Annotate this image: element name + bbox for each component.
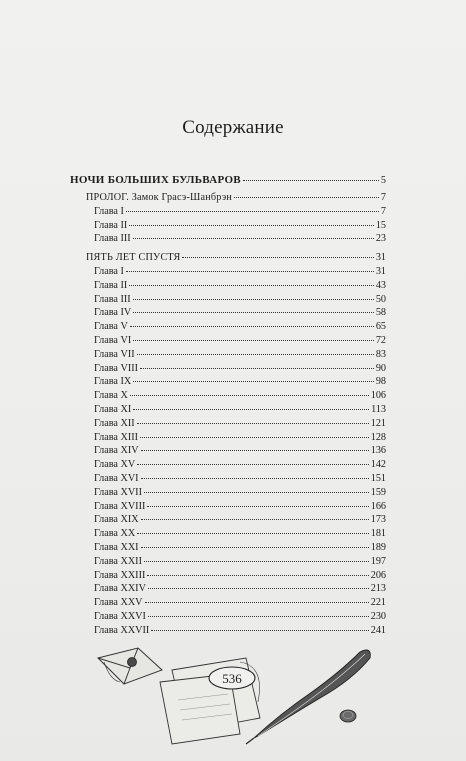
- toc-dot-leader: [133, 381, 374, 382]
- toc-dot-leader: [137, 533, 369, 534]
- toc-entry: [94, 220, 386, 232]
- toc-entry: [94, 570, 386, 582]
- toc-entry-page: 206: [370, 569, 386, 581]
- toc-dot-leader: [147, 506, 368, 507]
- toc-entry-label: Глава VII: [94, 348, 135, 360]
- toc-entry: [70, 174, 386, 187]
- toc-entry: [94, 307, 386, 319]
- toc-entry-label: Глава XII: [94, 417, 135, 429]
- toc-entry-label: Глава XX: [94, 528, 136, 540]
- toc-entry-page: 121: [370, 417, 386, 429]
- toc-entry-page: 43: [375, 279, 386, 291]
- quill-pen-icon: [246, 650, 370, 744]
- toc-entry-page: 181: [370, 528, 386, 540]
- toc-entry-label: Глава XIX: [94, 514, 139, 526]
- toc-entry-label: Глава XXIII: [94, 569, 146, 581]
- toc-entry-label: Глава VI: [94, 335, 132, 346]
- page-number: 536: [222, 671, 242, 686]
- toc-dot-leader: [147, 575, 368, 576]
- toc-entry-label: Глава XIV: [94, 445, 139, 457]
- toc-entry: [94, 335, 386, 347]
- toc-entry: [94, 597, 386, 609]
- toc-entry-label: Глава II: [94, 279, 128, 291]
- toc-dot-leader: [141, 478, 369, 479]
- toc-entry: [86, 252, 386, 264]
- toc-entry-page: 230: [370, 611, 386, 622]
- toc-entry-label: Глава XV: [94, 459, 136, 471]
- toc-dot-leader: [130, 395, 369, 396]
- toc-entry-label: Глава I: [94, 205, 124, 217]
- toc-entry-page: 50: [375, 293, 386, 305]
- toc-dot-leader: [137, 464, 369, 465]
- toc-dot-leader: [144, 492, 369, 493]
- toc-entry: [86, 192, 386, 204]
- toc-entry-label: Глава III: [94, 293, 131, 305]
- toc-entry: [94, 528, 386, 540]
- toc-dot-leader: [148, 616, 369, 617]
- toc-dot-leader: [145, 602, 369, 603]
- toc-dot-leader: [148, 588, 369, 589]
- toc-entry: [94, 321, 386, 333]
- toc-dot-leader: [130, 326, 374, 327]
- toc-entry-label: Глава XIII: [94, 431, 139, 443]
- toc-entry: [94, 459, 386, 471]
- toc-entry: [94, 376, 386, 388]
- toc-entry-page: 151: [370, 473, 386, 484]
- toc-entry: [94, 266, 386, 278]
- toc-entry-label: Глава I: [94, 266, 124, 277]
- toc-entry-label: Глава XXV: [94, 597, 143, 609]
- toc-entry-page: 136: [370, 445, 386, 457]
- toc-entry-page: 213: [370, 583, 386, 595]
- toc-dot-leader: [151, 630, 368, 631]
- toc-entry: [94, 514, 386, 526]
- toc-entry-label: Глава VIII: [94, 362, 139, 374]
- toc-dot-leader: [140, 437, 369, 438]
- toc-entry-label: Глава IX: [94, 376, 132, 388]
- toc-entry: [94, 390, 386, 402]
- toc-entry: [94, 473, 386, 485]
- toc-entry-page: 128: [370, 431, 386, 443]
- toc-entry: [94, 583, 386, 595]
- toc-entry-label: Глава IV: [94, 307, 132, 319]
- toc-entry-page: 31: [375, 252, 386, 264]
- toc-dot-leader: [144, 561, 369, 562]
- toc-dot-leader: [133, 409, 369, 410]
- page-title: Содержание: [182, 117, 284, 138]
- toc-entry: [94, 404, 386, 416]
- toc-entry: [94, 445, 386, 457]
- toc-dot-leader: [137, 354, 374, 355]
- toc-entry-page: 15: [375, 219, 386, 231]
- toc-entry: [94, 349, 386, 361]
- toc-entry-label: НОЧИ БОЛЬШИХ БУЛЬВАРОВ: [70, 174, 241, 186]
- toc-dot-leader: [234, 197, 379, 198]
- toc-dot-leader: [133, 340, 374, 341]
- toc-entry-page: 7: [380, 205, 386, 217]
- decorative-illustration: [90, 640, 380, 750]
- toc-entry-page: 7: [380, 192, 386, 203]
- toc-entry: [94, 611, 386, 623]
- toc-entry-page: 83: [375, 348, 386, 360]
- toc-entry-label: ПЯТЬ ЛЕТ СПУСТЯ: [86, 252, 181, 264]
- toc-entry: [94, 625, 386, 637]
- toc-entry-page: 31: [375, 266, 386, 277]
- toc-entry: [94, 501, 386, 513]
- toc-entry: [94, 418, 386, 430]
- toc-entry-page: 72: [375, 335, 386, 346]
- toc-entry-label: Глава V: [94, 321, 128, 333]
- toc-entry-label: Глава XI: [94, 404, 132, 415]
- toc-entry-page: 106: [370, 390, 386, 402]
- toc-dot-leader: [126, 211, 379, 212]
- toc-entry: [94, 542, 386, 554]
- toc-entry-label: ПРОЛОГ. Замок Грасэ-Шанбрэн: [86, 192, 233, 203]
- toc-entry-label: Глава XVII: [94, 486, 142, 498]
- toc-entry-page: 90: [375, 362, 386, 374]
- toc-entry-label: Глава XVI: [94, 473, 139, 484]
- toc-dot-leader: [141, 547, 369, 548]
- toc-dot-leader: [133, 238, 374, 239]
- toc-entry-page: 221: [370, 597, 386, 609]
- toc-dot-leader: [129, 225, 374, 226]
- toc-entry-page: 113: [371, 404, 386, 415]
- toc-entry: [94, 233, 386, 245]
- toc-entry-page: 189: [370, 542, 386, 553]
- toc-entry-label: Глава X: [94, 390, 128, 402]
- toc-dot-leader: [137, 423, 369, 424]
- toc-entry: [94, 432, 386, 444]
- toc-entry-page: 58: [375, 307, 386, 319]
- toc-entry-label: Глава XXII: [94, 555, 142, 567]
- coin-icon: [340, 710, 356, 722]
- toc-entry-label: Глава XXI: [94, 542, 139, 553]
- toc-entry: [94, 487, 386, 499]
- toc-entry-page: 23: [375, 233, 386, 245]
- toc-dot-leader: [243, 180, 379, 181]
- wax-seal-icon: [128, 658, 137, 667]
- toc-dot-leader: [140, 368, 374, 369]
- toc-entry-label: Глава III: [94, 233, 131, 245]
- toc-entry-page: 98: [375, 376, 386, 388]
- toc-entry-label: Глава II: [94, 219, 128, 231]
- toc-dot-leader: [126, 271, 374, 272]
- toc-dot-leader: [133, 299, 374, 300]
- toc-entry: [94, 206, 386, 218]
- toc-entry-page: 173: [370, 514, 386, 526]
- toc-entry-page: 5: [380, 175, 386, 186]
- toc-entry-label: Глава XXVI: [94, 611, 146, 622]
- toc-entry: [94, 556, 386, 568]
- toc-dot-leader: [129, 285, 374, 286]
- toc-entry-page: 197: [370, 555, 386, 567]
- toc-dot-leader: [141, 519, 369, 520]
- toc-entry: [94, 363, 386, 375]
- toc-entry: [94, 280, 386, 292]
- toc-entry-page: 166: [370, 500, 386, 512]
- toc-entry-page: 241: [370, 624, 386, 636]
- toc-entry-label: Глава XVIII: [94, 500, 146, 512]
- toc-entry-label: Глава XXVII: [94, 624, 150, 636]
- toc-entry-page: 142: [370, 459, 386, 471]
- toc-dot-leader: [141, 450, 369, 451]
- toc-entry-label: Глава XXIV: [94, 583, 146, 595]
- toc-entry-page: 159: [370, 486, 386, 498]
- toc-dot-leader: [182, 257, 373, 258]
- toc-entry-page: 65: [375, 321, 386, 333]
- toc-entry: [94, 294, 386, 306]
- toc-dot-leader: [133, 312, 374, 313]
